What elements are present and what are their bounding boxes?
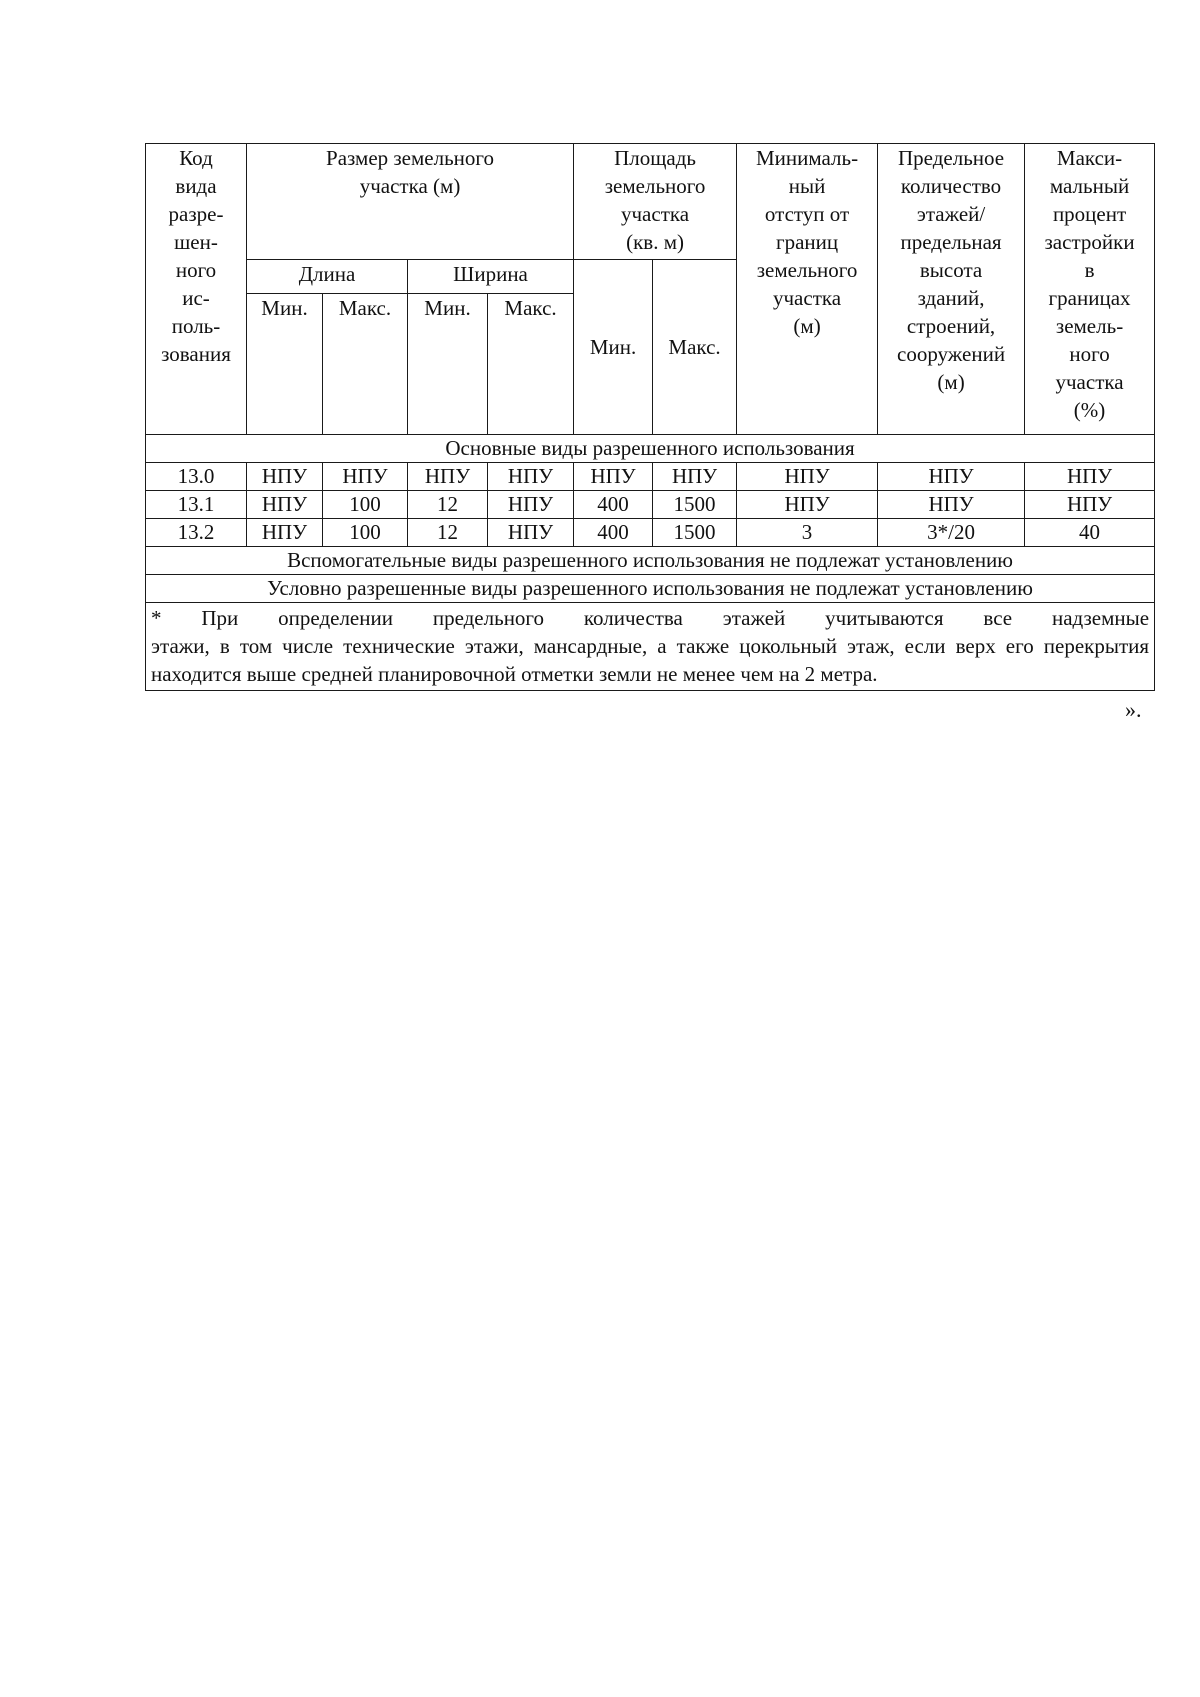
cell-length-min: НПУ [247, 491, 323, 519]
header-area-min: Мин. [574, 260, 653, 435]
table-row [146, 519, 1155, 547]
cell-floors-height: НПУ [878, 463, 1025, 491]
cell-width-min: НПУ [408, 463, 488, 491]
cell-length-max: 100 [323, 519, 408, 547]
auxiliary-uses-note: Вспомогательные виды разрешенного использования не подлежат установлению [146, 547, 1155, 575]
footnote [146, 603, 1155, 691]
header-min-setback: Минималь- ный отступ от границ земельного участка (м) [737, 144, 878, 435]
header-code: Код вида разре- шен- ного ис- поль- зования [146, 144, 247, 435]
cell-floors-height: 3*/20 [878, 519, 1025, 547]
header-length: Длина [247, 260, 408, 294]
cell-length-min: НПУ [247, 519, 323, 547]
header-max-coverage: Макси- мальный процент застройки в границах земель- ного участка (%) [1025, 144, 1155, 435]
header-plot-size: Размер земельного участка (м) [247, 144, 574, 260]
cell-area-max: НПУ [653, 463, 737, 491]
cell-area-max: 1500 [653, 491, 737, 519]
footnote-row [146, 603, 1155, 691]
table-row [146, 491, 1155, 519]
main-section-title: Основные виды разрешенного использования [146, 435, 1155, 463]
cell-width-max: НПУ [488, 519, 574, 547]
header-area: Площадь земельного участка (кв. м) [574, 144, 737, 260]
cell-width-max: НПУ [488, 463, 574, 491]
cell-width-min: 12 [408, 491, 488, 519]
cell-length-max: 100 [323, 491, 408, 519]
cell-code: 13.2 [146, 519, 247, 547]
header-width: Ширина [408, 260, 574, 294]
cell-width-min: 12 [408, 519, 488, 547]
cell-min-setback: 3 [737, 519, 878, 547]
header-row-1 [146, 144, 1155, 260]
cell-max-coverage: НПУ [1025, 463, 1155, 491]
cell-area-min: 400 [574, 519, 653, 547]
cell-min-setback: НПУ [737, 491, 878, 519]
cell-code: 13.1 [146, 491, 247, 519]
header-width-max: Макс. [488, 294, 574, 435]
cell-length-min: НПУ [247, 463, 323, 491]
header-area-max: Макс. [653, 260, 737, 435]
footnote-continuation: этажи, в том числе технические этажи, мансардные, а также цокольный этаж, если верх его перекрытия находится выше средней планировочной отметки земли не менее чем на 2 метра. [151, 634, 1150, 686]
cell-min-setback: НПУ [737, 463, 878, 491]
auxiliary-row [146, 547, 1155, 575]
closing-quote-mark: ». [1125, 697, 1142, 722]
header-floors-height: Предельное количество этажей/ предельная высота зданий, строений, сооружений (м) [878, 144, 1025, 435]
cell-max-coverage: 40 [1025, 519, 1155, 547]
cell-floors-height: НПУ [878, 491, 1025, 519]
header-length-max: Макс. [323, 294, 408, 435]
cell-area-max: 1500 [653, 519, 737, 547]
cell-area-min: НПУ [574, 463, 653, 491]
conditional-row [146, 575, 1155, 603]
cell-code: 13.0 [146, 463, 247, 491]
zoning-parameters-table [145, 143, 1155, 691]
table-row [146, 463, 1155, 491]
cell-width-max: НПУ [488, 491, 574, 519]
conditional-uses-note: Условно разрешенные виды разрешенного использования не подлежат установлению [146, 575, 1155, 603]
cell-max-coverage: НПУ [1025, 491, 1155, 519]
main-section-row [146, 435, 1155, 463]
footnote-first-line: * При определении предельного количества этажей учитываются все надземные [151, 606, 1150, 630]
header-length-min: Мин. [247, 294, 323, 435]
cell-length-max: НПУ [323, 463, 408, 491]
cell-area-min: 400 [574, 491, 653, 519]
header-width-min: Мин. [408, 294, 488, 435]
